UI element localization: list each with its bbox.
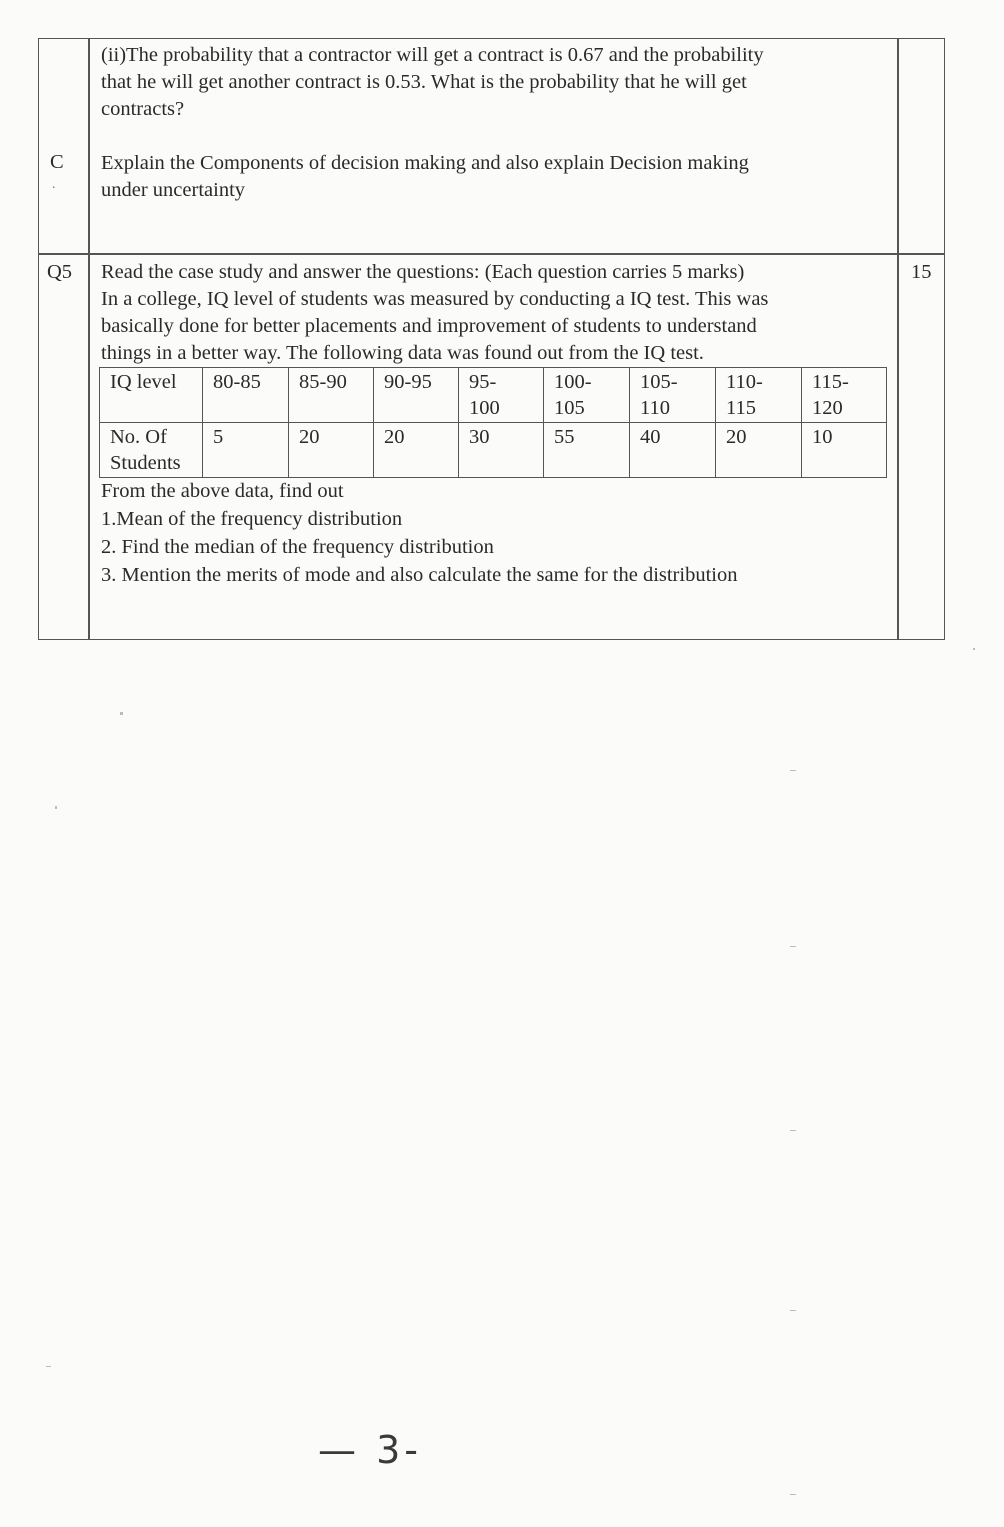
students-header: No. Of Students [100,423,203,478]
scan-speck [120,712,123,715]
table-row [100,423,887,478]
column-divider-left [88,38,90,640]
row-divider [38,253,945,255]
q5-question-line-1: From the above data, find out [101,480,344,502]
scan-speck [55,806,57,809]
iq-level-cell: 115- 120 [802,368,887,423]
q5-label: Q5 [47,261,73,283]
iq-data-table [99,367,887,478]
students-cell: 20 [289,423,374,478]
scan-speck [790,1130,796,1131]
students-cell: 5 [203,423,289,478]
scan-speck [46,1366,51,1367]
q5-question-line-4: 3. Mention the merits of mode and also calculate the same for the distribution [101,564,738,586]
students-cell: 40 [630,423,716,478]
iq-level-cell: 105- 110 [630,368,716,423]
q5-marks: 15 [911,261,932,283]
iq-level-cell: 95- 100 [459,368,544,423]
q4-b-ii-line-1: (ii)The probability that a contractor will get a contract is 0.67 and the probability [101,44,764,66]
column-divider-right [897,38,899,640]
students-cell: 30 [459,423,544,478]
students-cell: 10 [802,423,887,478]
iq-level-cell: 110- 115 [716,368,802,423]
scan-speck [973,648,975,650]
iq-level-cell: 100- 105 [544,368,630,423]
scan-speck [790,770,796,771]
iq-level-cell: 80-85 [203,368,289,423]
q5-question-line-2: 1.Mean of the frequency distribution [101,508,403,530]
students-cell: 20 [716,423,802,478]
students-cell: 55 [544,423,630,478]
scan-speck [790,1310,796,1311]
q5-question-line-3: 2. Find the median of the frequency distribution [101,536,494,558]
iq-level-cell: 90-95 [374,368,459,423]
q4-b-ii-line-2: that he will get another contract is 0.53. What is the probability that he will get [101,71,747,93]
iq-level-header: IQ level [100,368,203,423]
table-row [100,368,887,423]
q4-b-ii-line-3: contracts? [101,98,185,120]
students-cell: 20 [374,423,459,478]
q4-c-line-1: Explain the Components of decision making and also explain Decision making [101,152,749,174]
page-number: — 3- [318,1428,422,1472]
scan-speck [790,1494,796,1495]
q4-c-line-2: under uncertainty [101,179,246,201]
q4-c-label: C [50,151,64,173]
q5-intro-line-2: In a college, IQ level of students was measured by conducting a IQ test. This was [101,288,769,310]
iq-level-cell: 85-90 [289,368,374,423]
q4-c-label-dot: . [52,177,56,192]
q5-intro-line-1: Read the case study and answer the questions: (Each question carries 5 marks) [101,261,745,283]
scan-speck [790,946,796,947]
q5-intro-line-3: basically done for better placements and improvement of students to understand [101,315,757,337]
q5-intro-line-4: things in a better way. The following data was found out from the IQ test. [101,342,704,364]
